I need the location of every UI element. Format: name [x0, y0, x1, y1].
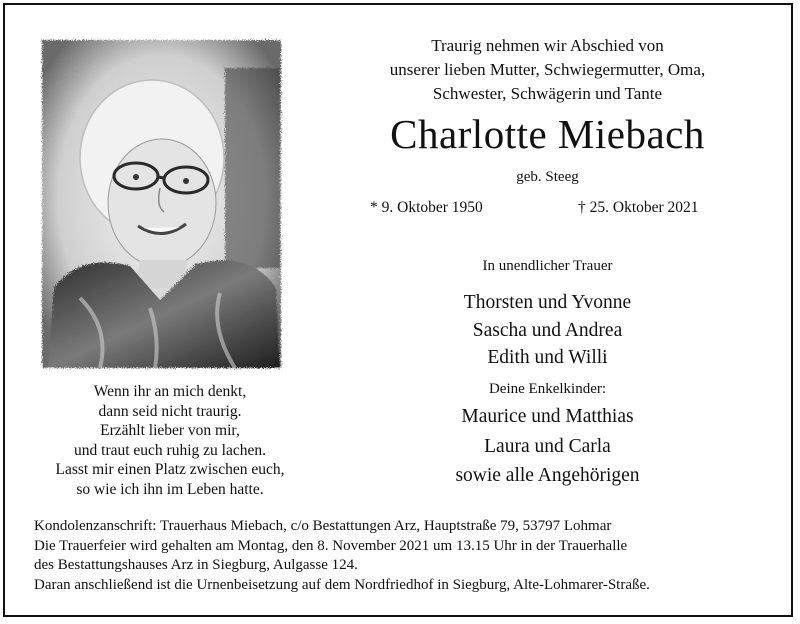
poem-line: Lasst mir einen Platz zwischen euch, — [55, 461, 285, 479]
grandchildren-line: Laura und Carla — [484, 435, 611, 457]
footer-line: des Bestattungshauses Arz in Siegburg, Aulgasse 124. — [34, 557, 358, 574]
birth-date: * 9. Oktober 1950 — [370, 199, 483, 216]
family-line: Sascha und Andrea — [472, 319, 623, 341]
intro-line: Schwester, Schwägerin und Tante — [432, 84, 663, 103]
grandchildren-label: Deine Enkelkinder: — [488, 381, 607, 397]
footer-info — [34, 517, 779, 595]
mourning-phrase: In unendlicher Trauer — [482, 258, 613, 274]
intro-line: unserer lieben Mutter, Schwiegermutter, Oma, — [389, 60, 706, 79]
poem-line: und traut euch ruhig zu lachen. — [74, 441, 266, 459]
footer-line: Kondolenzanschrift: Trauerhaus Miebach, c/o Bestattungen Arz, Hauptstraße 79, 53797 Lohmar — [34, 518, 612, 534]
intro-text — [320, 34, 775, 106]
poem-line: Erzählt lieber von mir, — [100, 422, 240, 440]
intro-line: Traurig nehmen wir Abschied von — [431, 36, 664, 55]
grandchildren-list — [320, 402, 775, 491]
family-line: Thorsten und Yvonne — [463, 292, 632, 313]
poem-line: so wie ich ihn im Leben hatte. — [76, 480, 264, 498]
family-line: Edith und Willi — [487, 347, 608, 368]
grandchildren-line: Maurice und Matthias — [461, 406, 634, 427]
maiden-name: geb. Steeg — [516, 169, 579, 185]
footer-line: Daran anschließend ist die Urnenbeisetzung auf dem Nordfriedhof in Siegburg, Alte-Lohmarer-Straße. — [34, 576, 650, 593]
poem-line: dann seid nicht traurig. — [98, 402, 242, 420]
poem-line: Wenn ihr an mich denkt, — [93, 383, 247, 400]
portrait-photo — [40, 38, 283, 370]
deceased-name: Charlotte Miebach — [390, 111, 705, 157]
grandchildren-line: sowie alle Angehörigen — [455, 465, 640, 486]
poem — [22, 382, 318, 500]
footer-line: Die Trauerfeier wird gehalten am Montag, den 8. November 2021 um 13.15 Uhr in der Trauerhalle — [34, 537, 628, 554]
death-date: † 25. Oktober 2021 — [578, 199, 699, 216]
family-list — [320, 289, 775, 372]
